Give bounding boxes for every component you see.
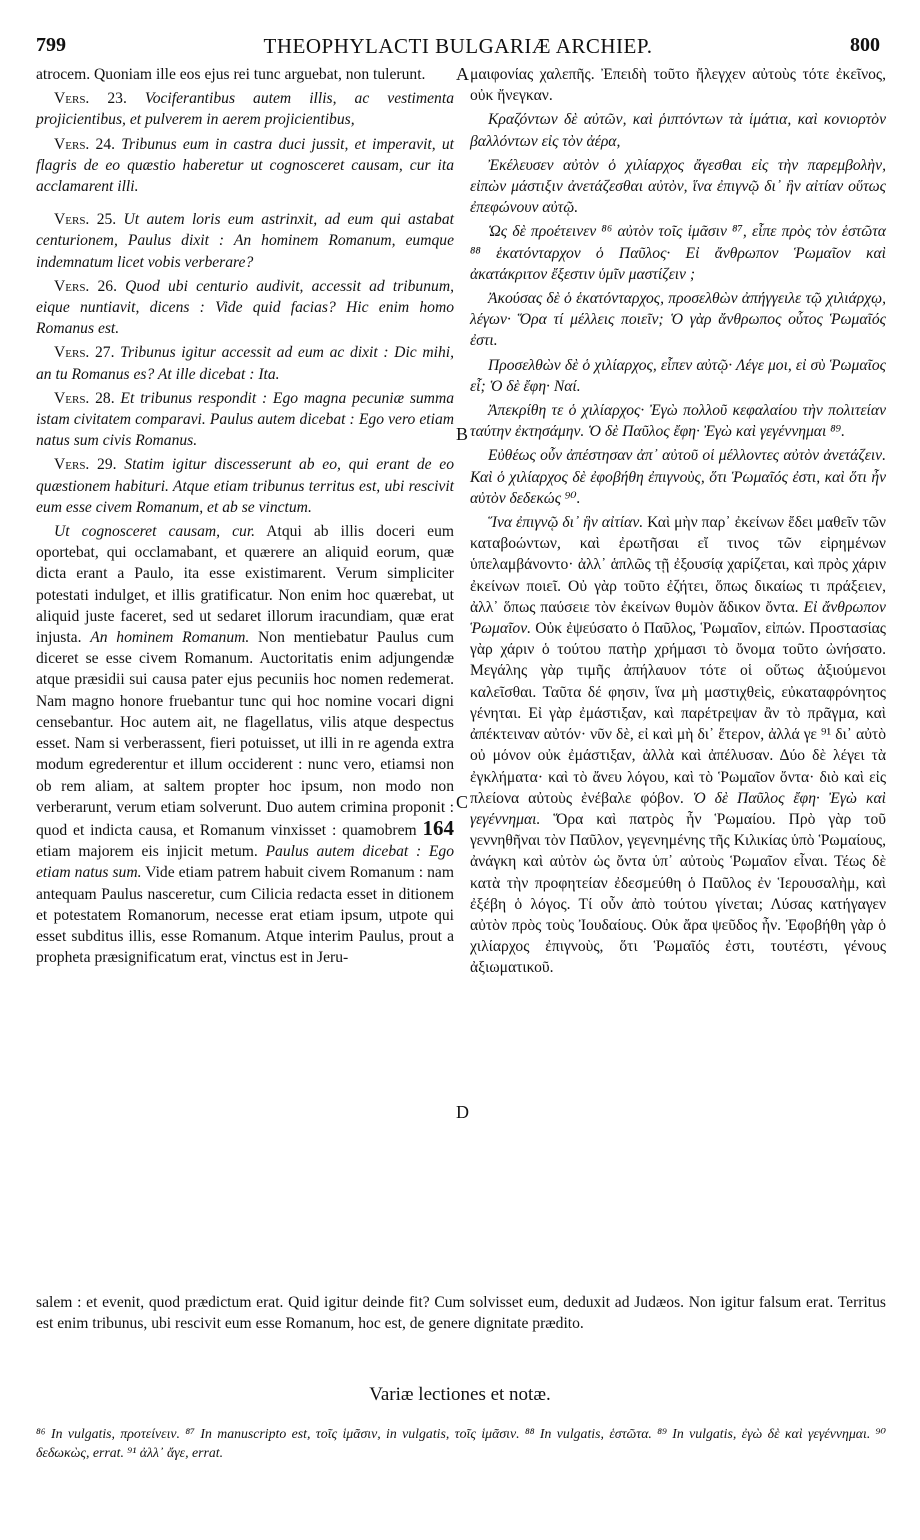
margin-marker-c: C xyxy=(456,792,469,812)
greek-paragraph-0: μαιφονίας χαλεπῆς. Ἐπειδὴ τοῦτο ἤλεγχεν αὐτοὺς τότε ἐκεῖνος, οὐκ ἤνεγκαν. xyxy=(470,66,886,105)
greek-verse-23: Κραζόντων δὲ αὐτῶν, καὶ ῥιπτόντων τὰ ἱμάτια, καὶ κονιορτὸν βαλλόντων εἰς τὸν ἀέρα, xyxy=(470,111,886,150)
latin-verse-25: Vers. 25. Ut autem loris eum astrinxit, ad eum qui astabat centurionem, Paulus dixit : An hominem Romanum, eumque indemnatum licet vobis verberare? xyxy=(36,211,454,271)
greek-column xyxy=(470,64,886,982)
greek-verse-27: Προσελθὼν δὲ ὁ χιλίαρχος, εἶπεν αὐτῷ· Λέγε μοι, εἰ σὺ Ῥωμαῖος εἶ; Ὁ δὲ ἔφη· Ναί. xyxy=(470,356,886,395)
latin-verse-28: Vers. 28. Et tribunus respondit : Ego magna pecuniæ summa istam civitatem comparavi. Paulus autem dicebat : Ego vero etiam natus sum civis Romanus. xyxy=(36,389,454,450)
margin-marker-b: B xyxy=(456,424,469,444)
page-number-right: 800 xyxy=(850,34,880,56)
full-width-continuation xyxy=(36,1292,886,1337)
migne-column-number: 164 xyxy=(422,815,455,840)
latin-verse-29: Vers. 29. Statim igitur discesserunt ab eo, qui erant de eo quæstionem habituri. Atque etiam tribunus territus est, ubi rescivit eum esse civem Romanum, et ab se vinctum. xyxy=(36,456,455,516)
greek-commentary: Ἵνα ἐπιγνῷ δι᾽ ἣν αἰτίαν. Καὶ μὴν παρ᾽ ἐκείνων ἔδει μαθεῖν τῶν καταβοώντων, καὶ ἐρωτῆσαι εἴ τινος τῶν εἰρημένων ὑπελαμβάνοντο· ἀλλ᾽ ἁπλῶς τῇ ἐξουσίᾳ χαρίζεται, καὶ πρὸς χάριν ἐκείνων ποιεῖ. Οὐ γὰρ τοῦτο ἐζήτει, ὅπως δικαίως τι πράξειεν, ἀλλ᾽ ὅπως παύσειε τὸν ἐκείνων θυμὸν ἄδικον ὄντα. Εἰ ἄνθρωπον Ῥωμαῖον. Οὐκ ἐψεύσατο ὁ Παῦλος, Ῥωμαῖον, εἰπών. Προστασίας γὰρ χάριν ὁ τούτου πατὴρ χρήμασι τὸ ὄνομα τοῦτο ὠνήσατο. Μεγάλης γὰρ τιμῆς ἀπήλαυον τότε οἱ οὕτως ἀξιούμενοι καλεῖσθαι. Ταῦτα δέ φησιν, ἵνα μὴ μαστιχθεὶς, εὐκαταφρόνητος γένηται. Εἰ γὰρ ἐμάστιξαν, καὶ παρέτρεψαν ἂν τὸ πρᾶγμα, καὶ ἀπέκτειναν αὐτόν· νῦν δὲ, εἰ καὶ μὴ δι᾽ ἕτερον, ἀλλά γε ⁹¹ δι᾽ αὐτὸ οὐ μόνον οὐκ ἐμάστιξαν, ἀλλὰ καὶ ἀπέλυσαν. Δύο δὲ λέγει τὰ ἐγκλήματα· καὶ τὸ ἄνευ λόγου, καὶ τὸ Ῥωμαῖον ὄντα· διὸ καὶ εἰς πλείονα αὐτοὺς ἐνέβαλε φόβον. Ὁ δὲ Παῦλος ἔφη· Ἐγὼ καὶ γεγέννημαι. Ὅρα καὶ πατρὸς ἦν Ῥωμαίου. Πρὸ γὰρ τοῦ γεννηθῆναι τὸν Παῦλον, γεγενημένης τῆς Κιλικίας ὑπὸ Ῥωμαίους, ἀνάγκη καὶ αὐτὸν ὡς ὄντα ὑπ᾽ αὐτοὺς Ῥωμαῖον εἶναι. Τέως δὲ κατὰ τὴν προφητείαν ἐδεσμεύθη ὁ Παῦλος ἐν Ἱερουσαλὴμ, καὶ ἐξέβη ὁ λόγος. Τί οὖν ἀπὸ τούτου γίνεται; Λύσας κατήγαγεν αὐτὸν πρὸς τοὺς Ἰουδαίους. Οὐκ ἄρα ψεῦδος ἦν. Ἐφοβήθη γὰρ ὁ χιλίαρχος ἐπιγνοὺς, ὅτι Ῥωμαῖός ἐστι, τουτέστι, γένους ἀξιωματικοῦ. xyxy=(470,514,886,977)
margin-marker-a: A xyxy=(456,64,469,84)
latin-column xyxy=(36,64,454,971)
continuation-text: salem : et evenit, quod prædictum erat. Quid igitur deinde fit? Cum solvisset eum, deduxit ad Judæos. Non igitur falsum erat. Territus est enim tribunus, ubi rescivit eum esse Romanum, hoc est, de genere dignitate prædito. xyxy=(36,1294,886,1333)
greek-verse-26: Ἀκούσας δὲ ὁ ἑκατόνταρχος, προσελθὼν ἀπήγγειλε τῷ χιλιάρχῳ, λέγων· Ὅρα τί μέλλεις ποιεῖν; Ὁ γὰρ ἄνθρωπος οὗτος Ῥωμαῖός ἐστι. xyxy=(470,290,886,350)
notes-heading: Variæ lectiones et notæ. xyxy=(369,1384,551,1405)
latin-verse-26: Vers. 26. Quod ubi centurio audivit, accessit ad tribunum, eique nuntiavit, dicens : Vide quid facias? Hic enim homo Romanus est. xyxy=(36,277,454,338)
running-title: THEOPHYLACTI BULGARIÆ ARCHIEP. xyxy=(263,34,653,58)
two-column-body xyxy=(36,64,886,1290)
latin-verse-24: Vers. 24. Tribunus eum in castra duci jussit, et imperavit, ut flagris de eo quæstio haberetur ut cognosceret causam, cur ita acclamarent illi. xyxy=(36,135,454,196)
latin-verse-27: Vers. 27. Tribunus igitur accessit ad eum ac dixit : Dic mihi, an tu Romanus es? At ille dicebat : Ita. xyxy=(36,344,454,383)
running-header xyxy=(36,34,880,60)
greek-verse-25: Ὡς δὲ προέτεινεν ⁸⁶ αὐτὸν τοῖς ἱμᾶσιν ⁸⁷, εἶπε πρὸς τὸν ἑστῶτα ⁸⁸ ἑκατόνταρχον ὁ Παῦλος· Εἰ ἄνθρωπον Ῥωμαῖον καὶ ἀκατάκριτον ἔξεστιν ὑμῖν μαστίζειν ; xyxy=(470,223,886,283)
latin-commentary: Ut cognosceret causam, cur. Atqui ab illis doceri eum oportebat, qui occlamabant, et quærere an aliquid eorum, quæ dicta erant a Paulo, ita esse existimarent. Verum simpliciter potestati indulget, et illis gratificatur. Non enim hoc quærebat, ut aliquid juste faceret, sed ut sedaret illorum iracundiam, quæ erat injusta. An hominem Romanum. Non mentiebatur Paulus cum diceret se esse civem Romanum. Auctoritatis enim adjungendæ atque præsidii sui causa pater ejus pecuniis hoc nomen redemerat. Nam magno honore fruebantur tunc qui hoc nomine vocari digni censebantur. Hoc autem ait, ne flagellatus, vilis atque despectus esset. Nam si verberassent, fieri potuisset, ut illi in re agenda extra modum egrederentur et illum occiderent : nunc vero, etiamsi non ob rem aliam, at saltem propter hoc ipsum, non modo non verberarunt, verum etiam solverunt. Duo autem crimina proponit : quod et indicta causa, et Romanum vinxisset : quamobrem 164 etiam majorem eis injicit metum. Paulus autem dicebat : Ego etiam natus sum. Vide etiam patrem habuit civem Romanum : nam antequam Paulus nasceretur, cum Cilicia redacta esset in ditionem et potestatem Romanorum, necesse erat etiam ipsum, utpote qui esset subditus illis, esse Romanum. Atque interim Paulus, prout a propheta præsignificatum erat, vinctus est in Jeru- xyxy=(36,523,455,967)
greek-verse-24: Ἐκέλευσεν αὐτὸν ὁ χιλίαρχος ἄγεσθαι εἰς τὴν παρεμβολὴν, εἰπὼν μάστιξιν ἀνετάζεσθαι αὐτὸν, ἵνα ἐπιγνῷ δι᾽ ἣν αἰτίαν οὕτως ἐπεφώνουν αὐτῷ. xyxy=(470,156,886,217)
variant-readings-notes: ⁸⁶ In vulgatis, προτείνειν. ⁸⁷ In manuscripto est, τοῖς ἱμᾶσιν, in vulgatis, τοῖς ἱμᾶσιν. ⁸⁸ In vulgatis, ἑστῶτα. ⁸⁹ In vulgatis, ἐγὼ δὲ καὶ γεγέννημαι. ⁹⁰ δεδωκὼς, errat. ⁹¹ ἀλλ᾽ ἄγε, errat. xyxy=(36,1426,886,1460)
greek-verse-28: Ἀπεκρίθη τε ὁ χιλίαρχος· Ἐγὼ πολλοῦ κεφαλαίου τὴν πολιτείαν ταύτην ἐκτησάμην. Ὁ δὲ Παῦλος ἔφη· Ἐγὼ καὶ γεγέννημαι ⁸⁹. xyxy=(470,402,886,441)
latin-paragraph-0: atrocem. Quoniam ille eos ejus rei tunc arguebat, non tulerunt. xyxy=(36,66,426,83)
margin-marker-d: D xyxy=(456,1102,469,1122)
latin-verse-23: Vers. 23. Vociferantibus autem illis, ac vestimenta projicientibus, et pulverem in aerem projicientibus, xyxy=(36,90,454,129)
page-number-left: 799 xyxy=(36,34,66,56)
greek-verse-29: Εὐθέως οὖν ἀπέστησαν ἀπ᾽ αὐτοῦ οἱ μέλλοντες αὐτὸν ἀνετάζειν. Καὶ ὁ χιλίαρχος δὲ ἐφοβήθη ἐπιγνοὺς, ὅτι Ῥωμαῖός ἐστι, καὶ ὅτι ἦν αὐτὸν δεδεκώς ⁹⁰. xyxy=(470,447,886,507)
